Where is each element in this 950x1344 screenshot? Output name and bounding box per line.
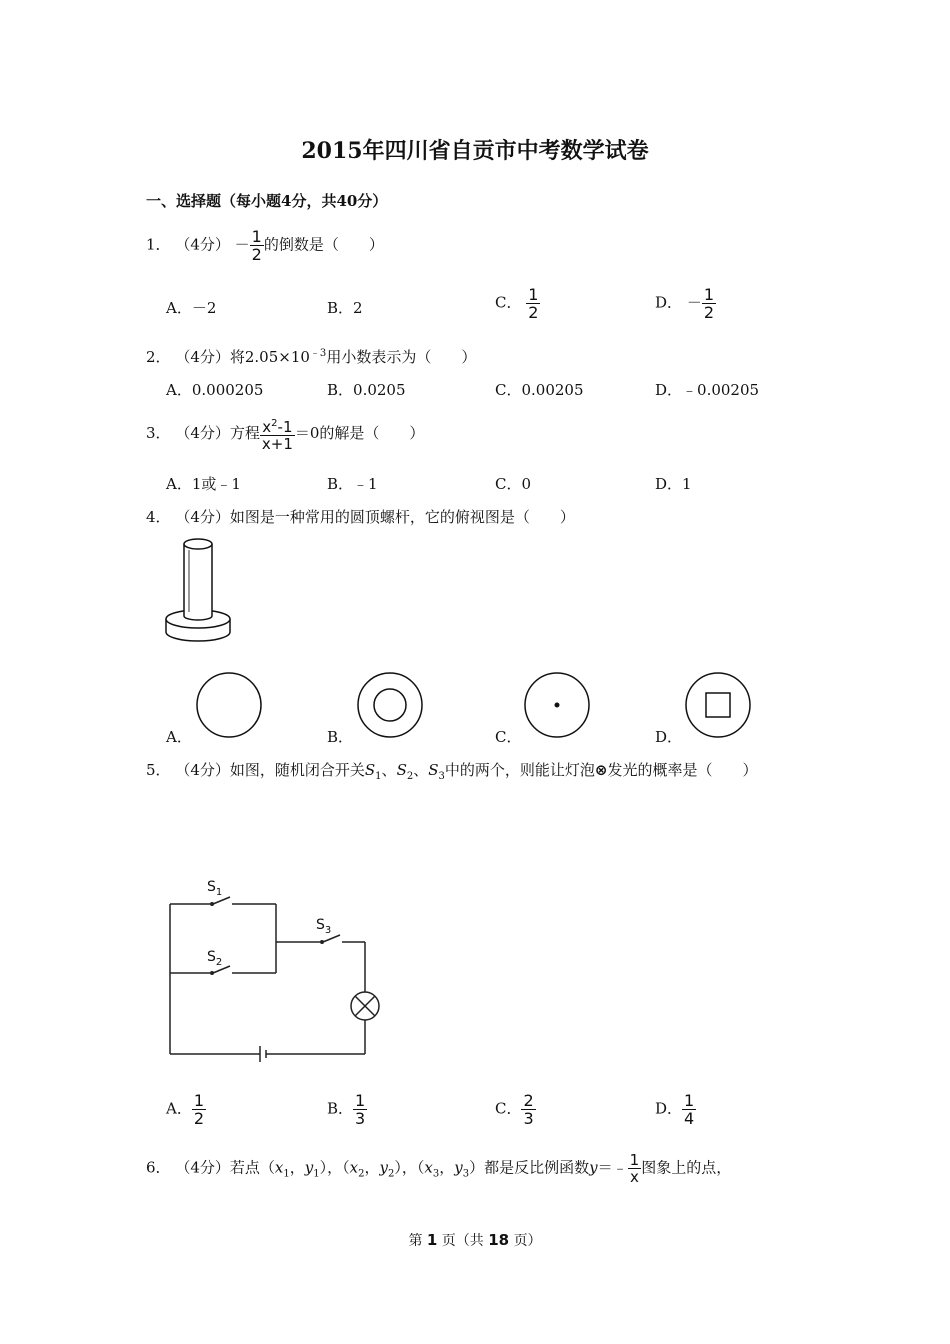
- question-text: 中的两个，则能让灯泡: [444, 761, 595, 779]
- option-text: 0.000205: [191, 381, 264, 399]
- option-c-circle-dot-figure: [524, 672, 590, 738]
- comma: ，: [364, 1158, 380, 1177]
- question-score: （4分）: [175, 508, 230, 526]
- switch-symbol: S: [364, 761, 376, 779]
- option-label: D．: [655, 475, 683, 493]
- switch-symbol: S: [428, 761, 439, 779]
- option-label: A．: [166, 475, 192, 493]
- option-label: A．: [166, 381, 192, 399]
- option-label: B．: [327, 475, 354, 493]
- q1-option-a: [166, 297, 216, 318]
- option-b-concentric-circles-figure: [357, 672, 423, 738]
- separator: ，（: [401, 1158, 425, 1177]
- question-number: 5．: [146, 761, 171, 779]
- variable-x: x: [424, 1158, 433, 1177]
- option-text: ﹣0.00205: [682, 381, 760, 399]
- option-label: D．: [655, 293, 683, 312]
- question-score: （4分）: [175, 761, 230, 779]
- subscript: 2: [215, 956, 223, 968]
- option-label: D．: [655, 1099, 683, 1118]
- subscript: 1: [313, 1168, 320, 1180]
- subscript: 1: [215, 886, 223, 898]
- separator: ，（: [327, 1158, 350, 1177]
- subscript: 1: [283, 1168, 290, 1180]
- option-label: C．: [495, 293, 522, 312]
- subscript: 3: [438, 771, 445, 782]
- option-label: B．: [327, 299, 354, 317]
- numerator-rest: -1: [277, 418, 293, 436]
- s3-label: [316, 917, 331, 936]
- question-text: 都是反比例函数: [484, 1158, 590, 1177]
- numerator: 1: [703, 285, 715, 304]
- q5-option-b: [327, 1092, 367, 1127]
- switch-letter: S: [207, 949, 216, 965]
- fraction: [682, 1092, 696, 1127]
- subscript: 2: [387, 1168, 395, 1180]
- separator: 、: [413, 761, 429, 779]
- question-3: [146, 416, 424, 452]
- numerator: 2: [523, 1091, 534, 1110]
- comma: ，: [289, 1158, 305, 1177]
- total-pages: 18: [488, 1231, 510, 1249]
- question-number: 3．: [146, 424, 171, 442]
- q5-option-c: [495, 1092, 536, 1127]
- circuit-diagram: [160, 876, 390, 1076]
- question-text: 图象上的点，: [641, 1158, 732, 1177]
- minus-sign: －: [686, 293, 702, 312]
- variable-y: y: [379, 1158, 388, 1177]
- denominator: 2: [193, 1109, 205, 1128]
- option-label: A．: [166, 299, 192, 317]
- question-score: （4分）: [175, 235, 230, 254]
- q1-option-d: [655, 286, 716, 321]
- subscript: 2: [406, 771, 414, 782]
- fraction: [702, 286, 716, 321]
- q5-option-d: [655, 1092, 696, 1127]
- question-text: ＝0的解是（ ）: [294, 424, 425, 442]
- option-text: －2: [191, 299, 217, 317]
- exponent: 2: [271, 418, 278, 429]
- fraction: [250, 228, 264, 263]
- question-score: （4分）: [175, 348, 230, 366]
- denominator: 4: [684, 1109, 695, 1128]
- numerator-base: x: [262, 418, 272, 436]
- question-5: [146, 759, 758, 782]
- numerator: 1: [684, 1091, 695, 1110]
- q2-option-a: [166, 379, 263, 400]
- variable-x: x: [274, 1158, 284, 1177]
- question-number: 1．: [146, 235, 171, 254]
- option-text: 0: [521, 475, 532, 493]
- option-text: 1或﹣1: [191, 475, 241, 493]
- q4-option-d-label: D．: [655, 728, 683, 746]
- denominator: 3: [355, 1109, 366, 1128]
- section-heading: 一、选择题（每小题4分，共40分）: [146, 192, 388, 210]
- q2-option-b: [327, 379, 406, 400]
- q3-option-c: [495, 473, 531, 494]
- numerator: 1: [629, 1151, 640, 1169]
- numerator: 1: [193, 1091, 205, 1110]
- option-text: 0.00205: [521, 381, 584, 399]
- option-text: 2: [353, 299, 363, 317]
- equals-minus: ＝﹣: [597, 1158, 628, 1177]
- option-text: ﹣1: [353, 475, 378, 493]
- footer-text: 页（共: [441, 1233, 484, 1249]
- fraction: [526, 286, 540, 321]
- paren: ）: [319, 1158, 328, 1177]
- variable-y: y: [304, 1158, 314, 1177]
- page-footer: [0, 1230, 950, 1250]
- option-label: B．: [327, 1099, 354, 1118]
- question-number: 4．: [146, 508, 171, 526]
- question-text: 的倒数是（ ）: [263, 235, 384, 254]
- switch-letter: S: [316, 917, 325, 933]
- question-number: 2．: [146, 348, 171, 366]
- denominator: 2: [251, 245, 262, 264]
- question-text: 如图是一种常用的圆顶螺杆，它的俯视图是（ ）: [229, 508, 575, 526]
- q2-option-c: [495, 379, 584, 400]
- bulb-symbol: ⊗: [594, 761, 608, 779]
- option-d-circle-square-figure: [685, 672, 751, 738]
- fraction: [353, 1092, 367, 1127]
- question-score: （4分）: [175, 1158, 230, 1177]
- denominator: 3: [523, 1109, 534, 1128]
- s1-label: [207, 879, 222, 898]
- question-4: [146, 506, 575, 527]
- q5-option-a: [166, 1092, 206, 1127]
- subscript: 2: [358, 1168, 365, 1180]
- document-title: 2015年四川省自贡市中考数学试卷: [301, 138, 649, 164]
- option-text: 0.0205: [353, 381, 406, 399]
- numerator: 1: [528, 285, 539, 304]
- question-score: （4分）: [175, 424, 230, 442]
- fraction: [628, 1152, 642, 1185]
- comma: ，: [439, 1158, 455, 1177]
- option-label: D．: [655, 381, 683, 399]
- subscript: 3: [324, 924, 332, 936]
- minus-sign: －: [234, 235, 250, 254]
- paren: ）: [394, 1158, 402, 1177]
- variable-y: y: [454, 1158, 463, 1177]
- option-label: C．: [495, 1099, 522, 1118]
- subscript: 3: [432, 1168, 440, 1180]
- question-number: 6．: [146, 1158, 171, 1177]
- variable-x: x: [349, 1158, 359, 1177]
- fraction: [521, 1092, 535, 1127]
- question-2: [146, 344, 476, 367]
- footer-text: 第: [408, 1233, 423, 1249]
- s2-label: [207, 949, 222, 968]
- numerator: [260, 416, 294, 435]
- switch-symbol: S: [396, 761, 407, 779]
- q3-option-d: [655, 473, 692, 494]
- exponent: ﹣3: [309, 348, 327, 359]
- option-label: C．: [495, 381, 522, 399]
- option-label: B．: [327, 381, 354, 399]
- fraction: [260, 416, 295, 452]
- q2-option-d: [655, 379, 759, 400]
- option-label: A．: [166, 1099, 192, 1118]
- separator: 、: [381, 761, 397, 779]
- question-text: 若点（: [229, 1158, 275, 1177]
- option-a-circle-figure: [196, 672, 262, 738]
- question-1: [146, 228, 384, 263]
- denominator: 2: [528, 303, 539, 322]
- q4-option-c-label: C．: [495, 728, 522, 746]
- question-text: 用小数表示为（ ）: [326, 348, 477, 366]
- subscript: 1: [375, 771, 382, 782]
- variable-y: y: [589, 1158, 598, 1177]
- q1-option-c: [495, 286, 540, 321]
- q4-option-a-label: A．: [166, 728, 192, 746]
- question-text: 将2.05×10: [229, 348, 310, 366]
- denominator: x+1: [261, 435, 293, 453]
- question-text: 方程: [229, 424, 260, 442]
- paren: ）: [469, 1158, 485, 1177]
- q1-option-b: [327, 297, 363, 318]
- option-text: 1: [682, 475, 692, 493]
- round-head-bolt-figure: [160, 534, 240, 646]
- numerator: 1: [251, 227, 262, 246]
- q3-option-b: [327, 473, 378, 494]
- footer-text: 页）: [513, 1233, 542, 1249]
- question-6: [146, 1152, 731, 1185]
- switch-letter: S: [207, 879, 216, 895]
- question-text: 发光的概率是（ ）: [607, 761, 758, 779]
- fraction: [192, 1092, 206, 1127]
- q3-option-a: [166, 473, 241, 494]
- q4-option-b-label: B．: [327, 728, 354, 746]
- option-label: C．: [495, 475, 522, 493]
- subscript: 3: [462, 1168, 470, 1180]
- question-text: 如图，随机闭合开关: [229, 761, 365, 779]
- denominator: x: [629, 1168, 639, 1186]
- denominator: 2: [703, 303, 715, 322]
- numerator: 1: [355, 1091, 366, 1110]
- page-number: 1: [426, 1231, 438, 1249]
